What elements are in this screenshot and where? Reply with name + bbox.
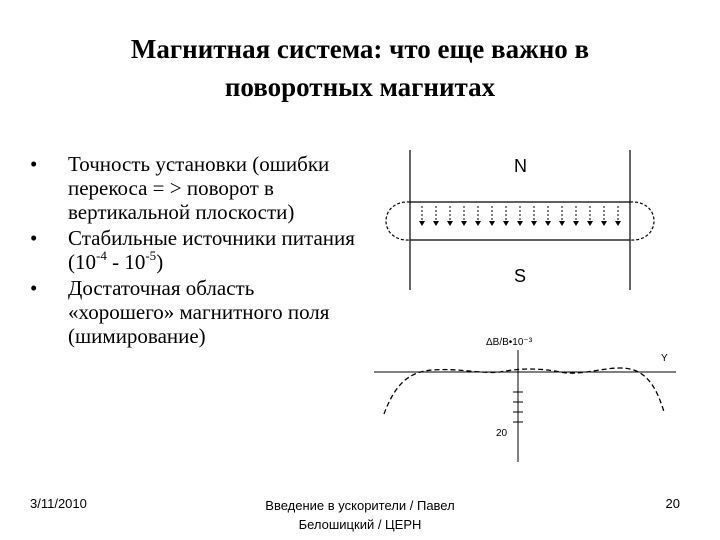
field-arrow-head: [419, 221, 425, 226]
footer-author-line-1: Введение в ускорители / Павел: [265, 498, 455, 513]
field-arrow-head: [601, 221, 607, 226]
field-arrow-head: [461, 221, 467, 226]
field-arrows: [419, 206, 621, 226]
bullet-marker: •: [30, 226, 38, 250]
field-deviation-curve: [384, 368, 664, 414]
bullet-text: Точность установки (ошибки перекоса = > поворот в вертикальной плоскости): [68, 152, 330, 224]
footer-page-number: 20: [665, 496, 680, 511]
footer-author: [230, 496, 490, 534]
bullet-marker: •: [30, 152, 38, 176]
slide-title-line-1: Магнитная система: что еще важно в: [130, 34, 590, 64]
fringe-field-right: [630, 202, 654, 240]
fringe-field-left: [386, 202, 410, 240]
field-arrow-head: [503, 221, 509, 226]
bullet-text-post: ): [156, 250, 164, 274]
field-arrow-head: [545, 221, 551, 226]
plot-tick-label: 20: [496, 428, 508, 439]
bullet-text-pre: Стабильные источники питания (10: [68, 226, 355, 274]
pole-label-south: S: [514, 266, 527, 286]
field-arrow-head: [531, 221, 537, 226]
slide-title-line-2: поворотных магнитах: [224, 72, 496, 102]
bullet-marker: •: [30, 276, 38, 300]
field-arrow-head: [587, 221, 593, 226]
pole-label-north: N: [514, 156, 527, 176]
plot-xlabel: Y: [661, 353, 668, 364]
field-arrow-head: [475, 221, 481, 226]
field-arrow-head: [573, 221, 579, 226]
footer-date: 3/11/2010: [30, 496, 87, 511]
field-arrow-head: [433, 221, 439, 226]
bullet-text-mid: - 10: [106, 250, 146, 274]
bullet-text: Достаточная область «хорошего» магнитного поля (шимирование): [68, 276, 330, 348]
field-arrow-head: [489, 221, 495, 226]
field-arrow-head: [517, 221, 523, 226]
field-arrow-head: [447, 221, 453, 226]
footer-author-line-2: Белошицкий / ЦЕРН: [298, 517, 422, 532]
plot-ylabel: ΔB/B•10⁻³: [486, 337, 533, 348]
exponent: -5: [145, 248, 157, 263]
field-arrow-head: [559, 221, 565, 226]
field-arrow-head: [615, 221, 621, 226]
exponent: -4: [96, 248, 107, 263]
